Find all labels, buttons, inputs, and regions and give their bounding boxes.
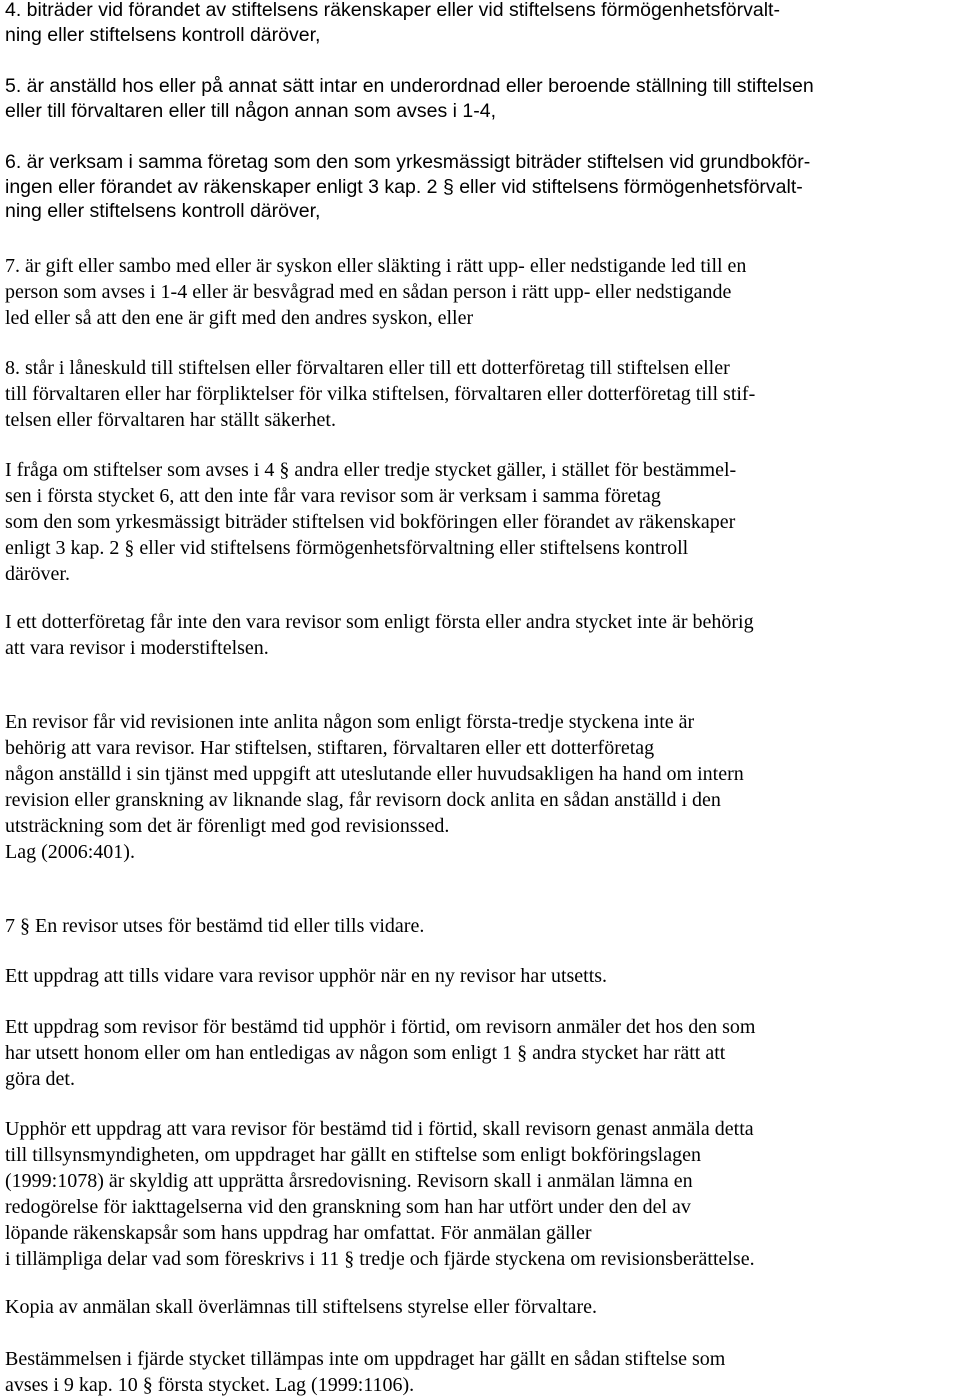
text-line: person som avses i 1-4 eller är besvågrad med en sådan person i rätt upp- eller nedstigande [5, 281, 732, 303]
text-line: 8. står i låneskuld till stiftelsen eller förvaltaren eller till ett dotterföretag till stiftelsen eller [5, 357, 730, 379]
text-line: I fråga om stiftelser som avses i 4 § andra eller tredje stycket gäller, i stället för bestämmel- [5, 459, 737, 481]
paragraph-upphor [5, 1116, 957, 1272]
text-line: göra det. [5, 1068, 75, 1090]
text-line: I ett dotterföretag får inte den vara revisor som enligt första eller andra stycket inte är behörig [5, 611, 754, 633]
text-line: Upphör ett uppdrag att vara revisor för bestämd tid i förtid, skall revisorn genast anmäla detta [5, 1118, 754, 1140]
text-line: till förvaltaren eller har förpliktelser för vilka stiftelsen, förvaltaren eller dotterföretag till stif- [5, 383, 756, 405]
text-line: någon anställd i sin tjänst med uppgift att uteslutande eller huvudsakligen ha hand om intern [5, 763, 744, 785]
paragraph-anlita [5, 709, 957, 865]
text-line: att vara revisor i moderstiftelsen. [5, 637, 269, 659]
text-line: redogörelse för iakttagelserna vid den granskning som han har utfört under den del av [5, 1196, 691, 1218]
text-line: till tillsynsmyndigheten, om uppdraget har gällt en stiftelse som enligt bokföringslagen [5, 1144, 701, 1166]
list-item-6 [5, 150, 957, 224]
text-line: löpande räkenskapsår som hans uppdrag har omfattat. För anmälan gäller [5, 1222, 592, 1244]
text-line: 6. är verksam i samma företag som den som yrkesmässigt biträder stiftelsen vid grundbokför- [5, 151, 811, 173]
text-line: däröver. [5, 563, 70, 585]
text-line: En revisor får vid revisionen inte anlita någon som enligt första-tredje styckena inte är [5, 711, 695, 733]
text-line: revision eller granskning av liknande slag, får revisorn dock anlita en sådan anställd i den [5, 789, 721, 811]
text-line: sen i första stycket 6, att den inte får vara revisor som är verksam i samma företag [5, 485, 661, 507]
text-line: behörig att vara revisor. Har stiftelsen, stiftaren, förvaltaren eller ett dotterföretag [5, 737, 655, 759]
text-line: 5. är anställd hos eller på annat sätt intar en underordnad eller beroende ställning till stiftelsen [5, 75, 814, 97]
text-line: Ett uppdrag att tills vidare vara revisor upphör när en ny revisor har utsetts. [5, 965, 608, 987]
text-line: ingen eller förandet av räkenskaper enligt 3 kap. 2 § eller vid stiftelsens förmögenhetsförvalt- [5, 175, 803, 198]
text-line: har utsett honom eller om han entledigas av någon som enligt 1 § andra stycket har rätt att [5, 1042, 726, 1064]
list-item-4 [5, 0, 957, 47]
text-line: Ett uppdrag som revisor för bestämd tid upphör i förtid, om revisorn anmäler det hos den som [5, 1016, 756, 1038]
list-item-7 [5, 253, 957, 331]
text-line: Kopia av anmälan skall överlämnas till stiftelsens styrelse eller förvaltare. [5, 1296, 598, 1318]
text-line: ning eller stiftelsens kontroll däröver, [5, 200, 321, 222]
paragraph-tills-vidare [5, 963, 957, 989]
paragraph-dotterforetag [5, 609, 957, 661]
paragraph-bestamd-tid [5, 1014, 957, 1092]
paragraph-section-7 [5, 913, 957, 939]
amendment-reference: Lag (2006:401). [5, 841, 135, 863]
text-line: Bestämmelsen i fjärde stycket tillämpas inte om uppdraget har gällt en sådan stiftelse som [5, 1348, 726, 1370]
text-line: (1999:1078) är skyldig att upprätta årsredovisning. Revisorn skall i anmälan lämna en [5, 1170, 693, 1192]
section-heading-line: 7 § En revisor utses för bestämd tid eller tills vidare. [5, 915, 425, 937]
paragraph-kopia [5, 1294, 957, 1320]
text-line: led eller så att den ene är gift med den andres syskon, eller [5, 307, 474, 329]
text-line: ning eller stiftelsens kontroll däröver, [5, 23, 321, 46]
text-line: som den som yrkesmässigt biträder stiftelsen vid bokföringen eller förandet av räkenskaper [5, 511, 736, 533]
text-line: enligt 3 kap. 2 § eller vid stiftelsens förmögenhetsförvaltning eller stiftelsens kontroll [5, 537, 689, 559]
text-line: avses i 9 kap. 10 § första stycket. Lag (1999:1106). [5, 1374, 415, 1396]
paragraph-i-fraga [5, 457, 957, 587]
text-line: telsen eller förvaltaren har ställt säkerhet. [5, 409, 336, 431]
paragraph-bestammelsen [5, 1346, 957, 1398]
text-line: i tillämpliga delar vad som föreskrivs i 11 § tredje och fjärde styckena om revisionsberättelse. [5, 1248, 755, 1270]
text-line: eller till förvaltaren eller till någon annan som avses i 1-4, [5, 99, 496, 122]
text-line: 7. är gift eller sambo med eller är syskon eller släkting i rätt upp- eller nedstigande led till en [5, 255, 747, 277]
text-line: 4. biträder vid förandet av stiftelsens räkenskaper eller vid stiftelsens förmögenhetsförvalt- [5, 0, 780, 21]
text-line: utsträckning som det är förenligt med god revisionssed. [5, 815, 450, 837]
list-item-5 [5, 74, 957, 123]
list-item-8 [5, 355, 957, 433]
